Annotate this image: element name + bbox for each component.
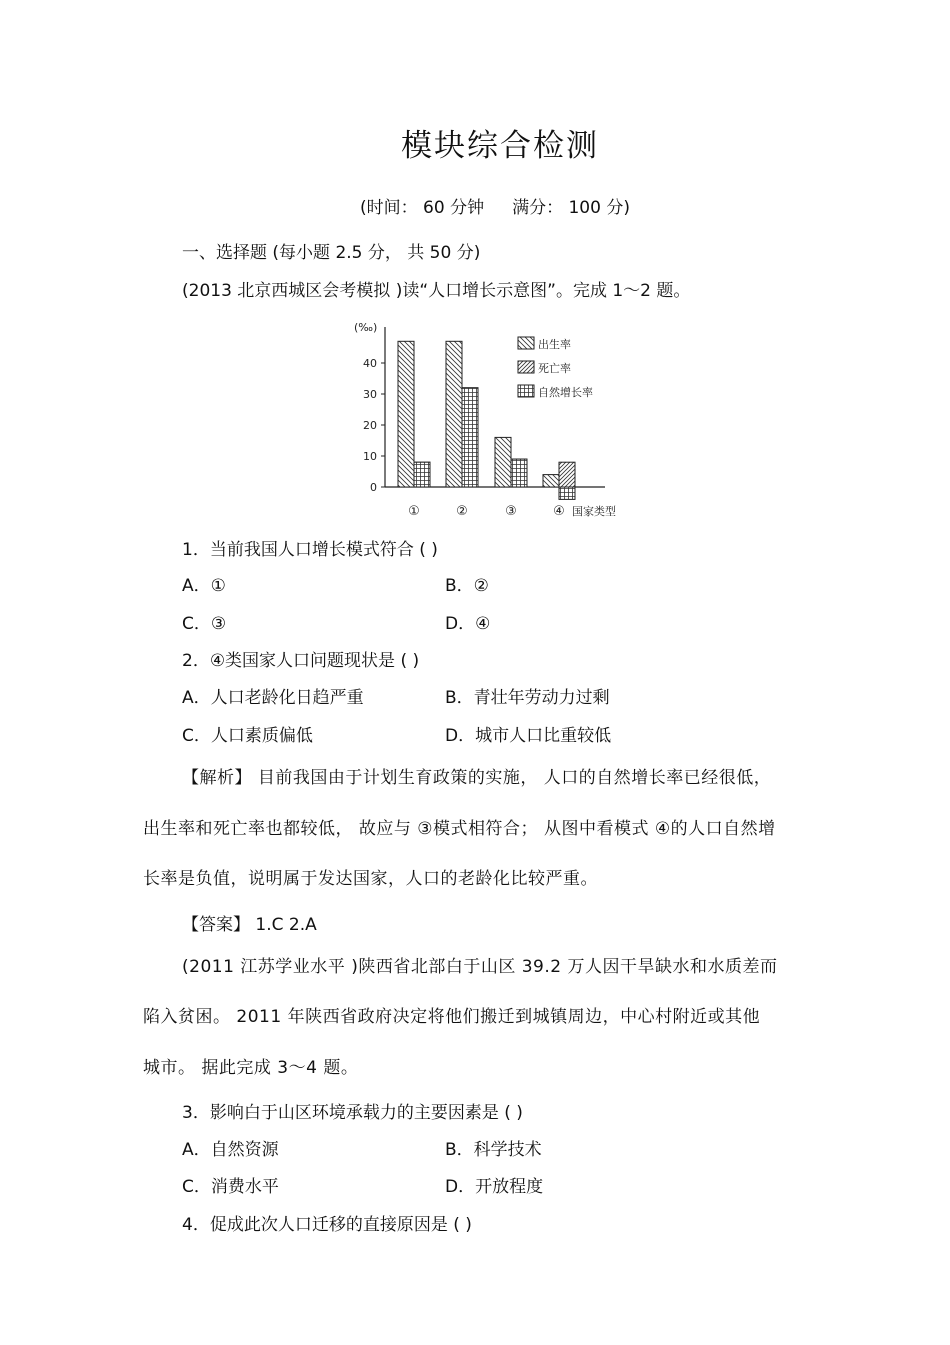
birth-rate-bar: [446, 341, 462, 487]
growth-rate-bar: [414, 462, 430, 487]
legend-swatch: [518, 337, 534, 349]
birth-rate-bar: [398, 341, 414, 487]
page-title: 模块综合检测: [401, 128, 599, 164]
section-heading: 一、选择题 (每小题 2.5 分， 共 50 分): [182, 243, 481, 263]
question-1-option-b: B．②: [445, 576, 489, 596]
y-tick-label: 30: [363, 388, 377, 401]
question-2-option-d: D．城市人口比重较低: [445, 726, 612, 746]
legend-label: 自然增长率: [538, 386, 593, 399]
question-2-option-b: B．青壮年劳动力过剩: [445, 688, 610, 708]
question-2-option-c: C．人口素质偏低: [182, 726, 313, 746]
legend-swatch: [518, 361, 534, 373]
y-tick-label: 0: [370, 481, 377, 494]
question-4-stem: 4．促成此次人口迁移的直接原因是 ( ): [182, 1215, 472, 1235]
question-intro-2-line-3: 城市。 据此完成 3～4 题。: [143, 1058, 359, 1078]
question-1-option-d: D．④: [445, 614, 491, 634]
x-category-label: ①: [408, 504, 420, 519]
exam-time: (时间： 60 分钟: [360, 198, 485, 218]
y-tick-label: 20: [363, 419, 377, 432]
question-1-stem: 1．当前我国人口增长模式符合 ( ): [182, 540, 438, 560]
birth-rate-bar: [543, 475, 559, 487]
legend-label: 出生率: [538, 338, 571, 351]
x-category-label: ③: [505, 504, 517, 519]
question-1-option-c: C．③: [182, 614, 227, 634]
analysis-line-3: 长率是负值，说明属于发达国家，人口的老龄化比较严重。: [143, 869, 598, 889]
growth-rate-bar: [559, 487, 575, 499]
question-1-option-a: A．①: [182, 576, 226, 596]
question-3-option-c: C．消费水平: [182, 1177, 279, 1197]
analysis-line-2: 出生率和死亡率也都较低， 故应与 ③模式相符合； 从图中看模式 ④的人口自然增: [143, 819, 776, 839]
birth-rate-bar: [495, 437, 511, 487]
exam-meta: [360, 193, 630, 218]
x-axis-label: 国家类型: [572, 505, 616, 518]
population-growth-chart: [340, 312, 650, 524]
question-3-option-b: B．科学技术: [445, 1140, 542, 1160]
exam-score: 满分： 100 分): [512, 198, 630, 218]
question-intro-2-line-2: 陷入贫困。 2011 年陕西省政府决定将他们搬迁到城镇周边，中心村附近或其他: [143, 1007, 761, 1027]
legend-label: 死亡率: [538, 362, 571, 375]
question-intro-2-line-1: (2011 江苏学业水平 )陕西省北部白于山区 39.2 万人因干旱缺水和水质差而: [182, 957, 778, 977]
growth-rate-bar: [511, 459, 527, 487]
question-3-option-a: A．自然资源: [182, 1140, 279, 1160]
death-rate-bar: [559, 462, 575, 487]
y-axis-unit: (‰): [354, 321, 378, 334]
answer-1-2: 【答案】 1.C 2.A: [182, 915, 317, 935]
x-category-label: ④: [553, 504, 565, 519]
question-2-stem: 2．④类国家人口问题现状是 ( ): [182, 651, 420, 671]
question-3-option-d: D．开放程度: [445, 1177, 544, 1197]
analysis-line-1: 【解析】 目前我国由于计划生育政策的实施， 人口的自然增长率已经很低，: [182, 768, 772, 788]
y-tick-label: 40: [363, 357, 377, 370]
x-category-label: ②: [456, 504, 468, 519]
question-intro: (2013 北京西城区会考模拟 )读“人口增长示意图”。完成 1～2 题。: [182, 281, 691, 301]
question-3-stem: 3．影响白于山区环境承载力的主要因素是 ( ): [182, 1103, 523, 1123]
legend-swatch: [518, 385, 534, 397]
growth-rate-bar: [462, 388, 478, 487]
question-2-option-a: A．人口老龄化日趋严重: [182, 688, 364, 708]
y-tick-label: 10: [363, 450, 377, 463]
